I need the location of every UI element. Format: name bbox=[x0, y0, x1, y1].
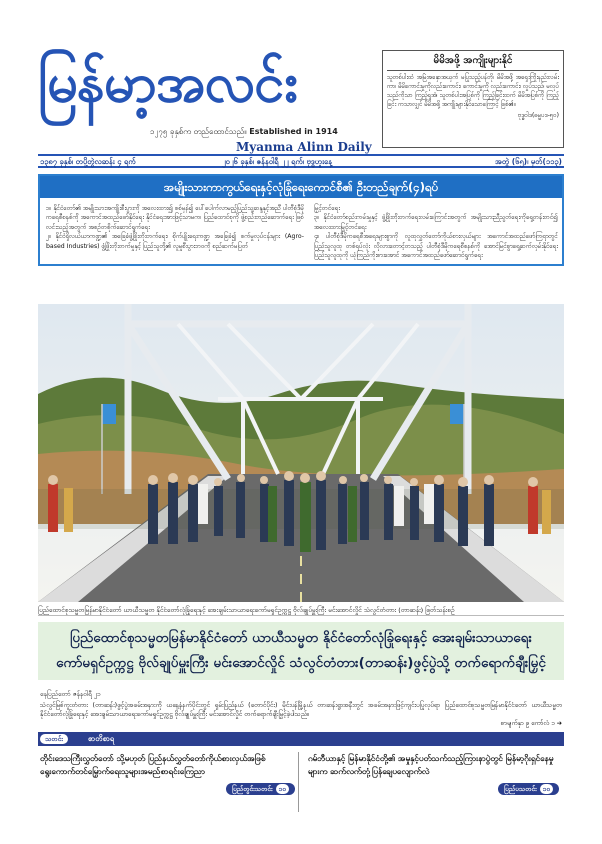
photo-caption: ပြည်ထောင်စုသမ္မတမြန်မာနိုင်ငံတော် ယာယီသမ္မတ နိုင်ငံတော်လုံခြုံရေးနှင့် အေးချမ်းသာယာရေးကော်မရှင်ဥက္ကဋ္ဌ ဗိုလ်ချုပ်မှူးကြီး မင်းအောင်လှိုင် သံလွင်တံတား (တာဆန်း) ဖြတ်သန်းစဉ် bbox=[38, 604, 564, 616]
objectives-headline-box bbox=[38, 174, 564, 266]
established-line bbox=[150, 126, 338, 138]
english-title: Myanma Alinn Daily bbox=[236, 140, 372, 154]
teaser-2[interactable]: ဂမ်ဘီယာနှင့် မြန်မာနိုင်ငံတို့၏ အမှုနှင့်ပတ်သက်သည့်ကြားနာပွဲတွင် မြန်မာ့ဂိုးရှင်နေမှုများက ဆက်လက်တုံ့ပြန်ချေပလျောက်လဲ bbox=[308, 753, 554, 776]
date-bar bbox=[38, 154, 564, 168]
lunar-date: ၁၃၈၇ ခုနှစ်၊ တပို့တွဲလဆန်း ၄ ရက် bbox=[40, 157, 136, 166]
bridge-opening-photo bbox=[38, 304, 564, 602]
teaser-1[interactable]: တိုင်းဒေသကြီးလွှတ်တော် သို့မဟုတ် ပြည်နယ်လွှတ်တော်ကိုယ်စားလှယ်အဖြစ် ရွေးကောက်တင်မြှောက်ရေးသူများအမည်စာရင်းကြေညာ bbox=[40, 753, 266, 776]
page-ref-1-number: ၁၀ bbox=[276, 784, 289, 794]
objectives-footer: ဗုဒ္ဓဝါဒ(ဓမ္မပဒ-၅၀) bbox=[517, 112, 559, 119]
established-text: ၁၂၇၅ ခုနှစ်က တည်ထောင်သည်။ bbox=[150, 127, 247, 136]
masthead bbox=[38, 48, 372, 154]
lead-headline-line-2: ကော်မရှင်ဥက္ကဋ္ဌ ဗိုလ်ချုပ်မှူးကြီး မင်းအောင်လှိုင် သံလွင်တံတား(တာဆန်း)ဖွင့်ပွဲသို့ တက်ရောက်ချီးမြှင့် bbox=[56, 655, 546, 671]
volume-number: အတွဲ (၆၅)၊ မှတ်(၁၁၃) bbox=[495, 157, 562, 166]
gregorian-date: ၂၀၂၆ ခုနှစ်၊ ဇန်နဝါရီ ၂၂ ရက်၊ ဗုဒ္ဓဟူးနေ့ bbox=[222, 157, 332, 166]
newspaper-logo: မြန်မာ့အလင်း bbox=[38, 51, 297, 114]
continued-link[interactable]: စာမျက်နှာ ၉ ကော်လံ ၁ ➔ bbox=[500, 720, 562, 727]
established-english: Established in 1914 bbox=[249, 127, 338, 136]
inside-label: စာတိစာရ bbox=[88, 734, 115, 743]
dateline: နေပြည်တော် ဇန်နဝါရီ ၂၁ bbox=[40, 690, 101, 698]
page-ref-1[interactable] bbox=[226, 783, 295, 795]
page-ref-1-label: ပြည်တွင်းသတင်း bbox=[232, 785, 273, 793]
page-ref-2[interactable] bbox=[498, 783, 559, 795]
lead-photo bbox=[38, 304, 564, 602]
objectives-body: သူတစ်ပါးထံ အမြဲအနှောအယှက် မပြုသည့်ပန်တို၊ မိမိအဖို့ အရှေးကြိုးနည်းလမ်းကာ၊ မိမိကောင်းမှုကိုလည်းကောင်း၊ ကောင်းမှုကို လည်းကောင်း၊ လှုပ်သည်၊ မလုပ်သည်ကိုသာ ကြည့်ရှုအံ၊ သူတစ်ပါးအပြစ်ကို ကြည့်ခြင်းထက် မိမိအပြစ်ကို ကြည့်ခြင်း ကသာလျှင် မိမိအဖို့ အကျိုးများနိုင်သောကြောင့် ဖြစ်၏။ bbox=[387, 74, 559, 108]
lead-headline-box bbox=[38, 622, 564, 680]
column-divider bbox=[298, 752, 299, 812]
inside-band bbox=[38, 732, 564, 746]
headline-box-column-2: မြှင့်တင်ရေး ၃။ နိုင်ငံတော်စည်းကမ်းမှုနှင့် ဖွံ့ဖြိုးတိုးတက်ရေးလမ်းကြောင်းအတွက် အမျိုးသားညီညွတ်ရေးကိုရှေ့တန်းတင်၍ အလေးထားမြှင့်တင်ရေး ၄။ ပါတီစုံဒီမိုကရေစီအရေးများစွာကို လူထုလွှတ်တော်ကိုယ်စားလှယ်များ အကောင်အထည်ဖော်ကြရာတွင် ပြည်သူလူထု တစ်ရပ်လုံး လိုလားတောင့်တသည့် ပါတီစုံဒီမိုကရေစီစနစ်ကို အောင်မြင်စွာရှေ့ဆက်လှမ်းနိုင်ရေး ပြည်သူလူထုကို ယုံကြည်ကိုးစားအောင် အကောင်အထည်ဖော်ဆောင်ရွက်ရေး bbox=[314, 205, 558, 260]
inside-tag: သတင်း bbox=[40, 734, 68, 744]
headline-box-title: အမျိုးသားကာကွယ်ရေးနှင့်လုံခြုံရေးကောင်စီ၏ ဦးတည်ချက်(၄)ရပ် bbox=[40, 176, 562, 198]
headline-box-column-1: ၁။ နိုင်ငံတော်၏ အမျိုးသားအကျိုးစီးပွားကို အလေးထား၍ စစ်မှန်၍ ပေါ်ပေါက်လာမည့်ပြည်သူ့ဆန္ဒနှင့်အညီ ပါတီစုံဒီမိုကရေစီစနစ်ကို အကောင်အထည်ဖော်နိုင်ရေး နိုင်ငံရေးအားဖြင့်သာမက၊ ပြည်ထောင်စုကို ဖွဲ့စည်းတည်ဆောက်ရေး ဖြစ်လင်းသည့်အတွက် အစဉ်တစိုက်ဆောင်ရွက်ရေး ၂။ နိုင်ငံရှိလယ်ယာကဏ္ဍ၏ အခြေခံဖွံ့ဖြိုးတိုးတက်ရေး၊ စိုက်ပျိုးရေးကဏ္ဍ အခြေခံ၍ စက်မှုလုပ်ငန်းများ (Agro-based Industries) ဖွံ့ဖြိုးတိုးတက်မှုနှင့် ပြည်သူတို့၏ လူမှုစီးပွားဘဝကို စည်ဆက်မပြတ် bbox=[46, 205, 304, 250]
page-ref-2-label: ပြည်ပသတင်း bbox=[504, 785, 537, 793]
lead-paragraph: သံလွင်မြစ်ကူးတံတား (တာဆန်း)ဖွင့်ပွဲအခမ်းအနားကို ယနေ့နံနက်ပိုင်းတွင် ရှမ်းပြည်နယ် (တောင်ပိုင်း) မိုင်းပန်မြို့နယ် တာဆန်းရွာအနီးတွင် အခမ်းအနားဖြင့်ကျင်းပပြုလုပ်ရာ ပြည်ထောင်စုသမ္မတမြန်မာနိုင်ငံတော် ယာယီသမ္မတ နိုင်ငံတော်လုံခြုံရေးနှင့် အေးချမ်းသာယာရေးကော်မရှင်ဥက္ကဋ္ဌ ဗိုလ်ချုပ်မှူးကြီး မင်းအောင်လှိုင် တက်ရောက်ချီးမြှင့်ခဲ့ပါသည်။ bbox=[40, 702, 562, 719]
lead-headline-line-1: ပြည်ထောင်စုသမ္မတမြန်မာနိုင်ငံတော် ယာယီသမ္မတ နိုင်ငံတော်လုံခြုံရေးနှင့် အေးချမ်းသာယာရေး bbox=[70, 630, 532, 646]
objectives-title: မိမိအဖို့ အကျိုးများနိုင် bbox=[387, 53, 559, 71]
objectives-box bbox=[382, 50, 564, 148]
page-ref-2-number: ၁၀ bbox=[540, 784, 553, 794]
